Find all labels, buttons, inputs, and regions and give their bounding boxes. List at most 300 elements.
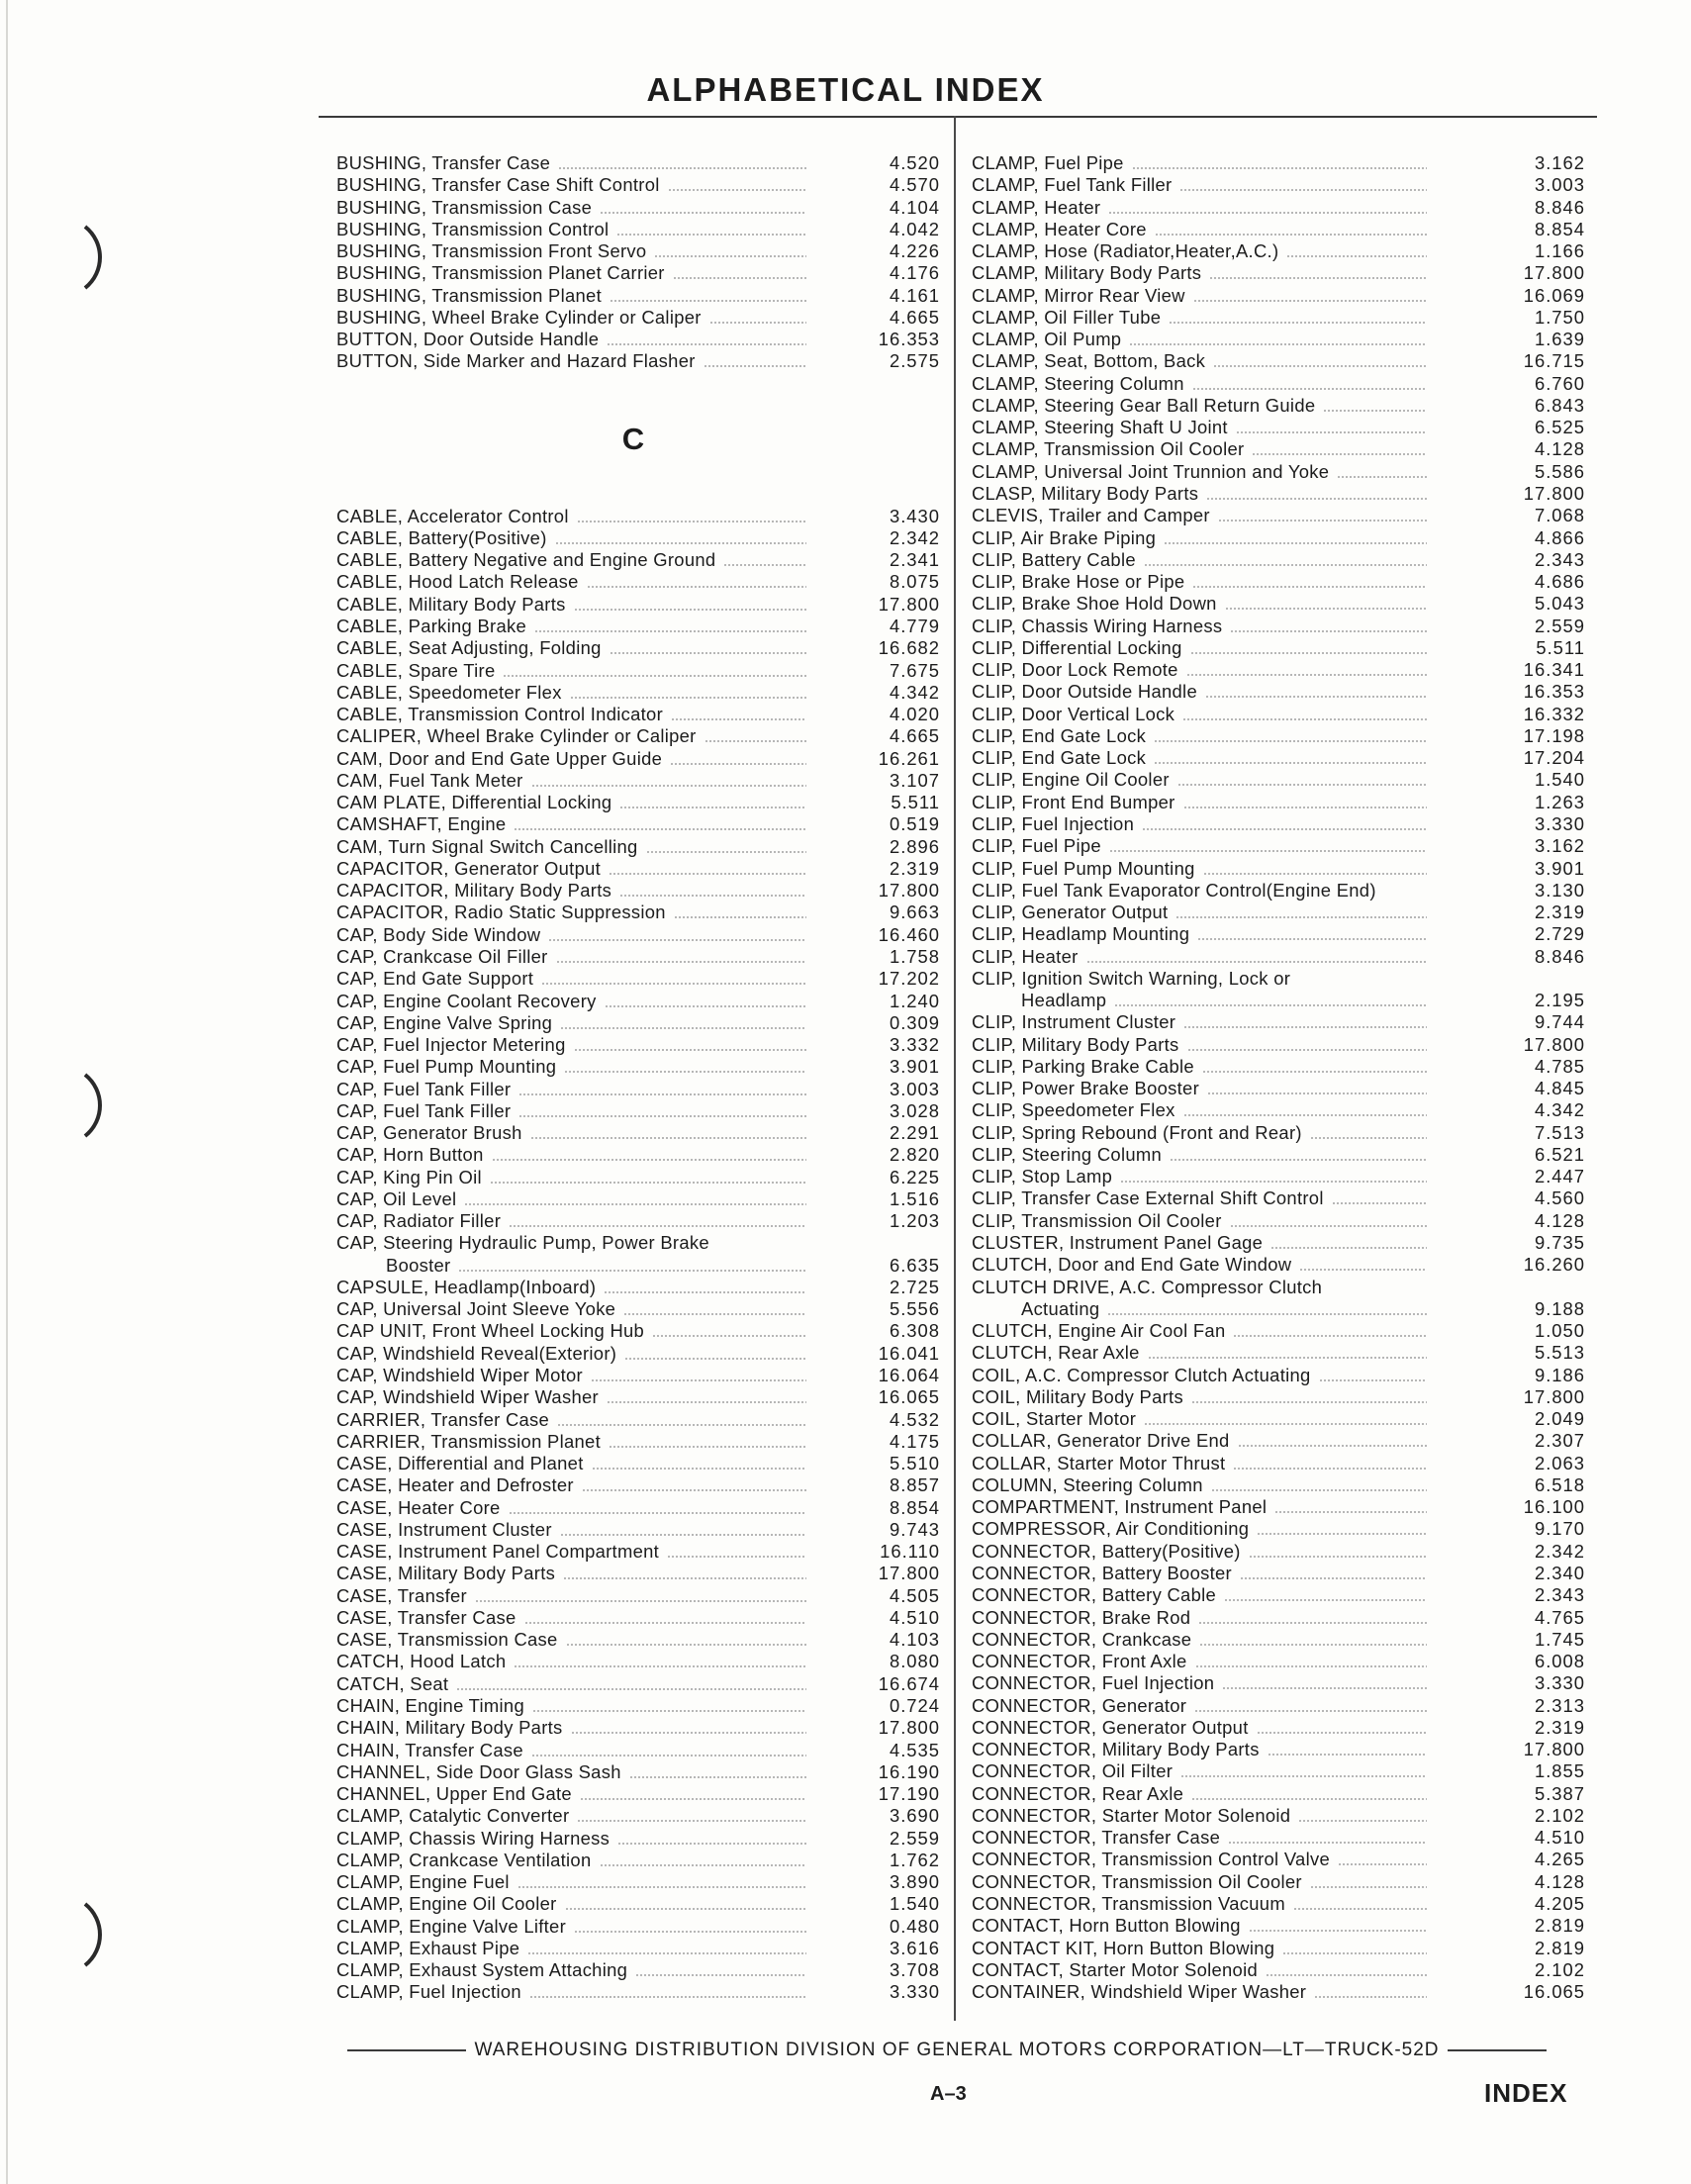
leader-dots [1298,1820,1427,1822]
entry-name: CLIP, Chassis Wiring Harness [972,615,1223,636]
entry-name: CLIP, Fuel Pump Mounting [972,857,1195,879]
entry-name: CLIP, Spring Rebound (Front and Rear) [972,1121,1302,1143]
leader-dots [564,1071,806,1073]
leader-dots [617,1843,806,1845]
entry-name: CAM PLATE, Differential Locking [336,792,612,813]
index-entry [336,1474,940,1496]
entry-name: CAM, Fuel Tank Meter [336,769,523,791]
leader-dots [527,1952,806,1954]
index-entry [972,1034,1585,1056]
entry-name: CASE, Transfer [336,1584,467,1606]
entry-reference-number: 8.080 [889,1651,940,1672]
entry-name: CASE, Transfer Case [336,1606,517,1628]
entry-reference-number: 1.540 [889,1893,940,1915]
leader-dots [1206,498,1427,500]
index-entry [336,792,940,813]
leader-dots [709,322,806,324]
entry-reference-number: 4.042 [889,218,940,239]
entry-reference-number: 2.063 [1534,1452,1585,1473]
index-entry [972,704,1585,725]
leader-dots [674,916,806,918]
index-entry [336,748,940,770]
leader-dots [1203,873,1427,875]
leader-dots [1183,1114,1427,1116]
entry-reference-number: 4.265 [1534,1849,1585,1870]
leader-dots [1191,1401,1427,1403]
entry-reference-number: 4.020 [889,704,940,725]
leader-dots [1155,234,1427,236]
leader-dots [1209,277,1427,279]
index-entry [972,1342,1585,1364]
entry-name: CLIP, Brake Shoe Hold Down [972,593,1217,615]
entry-name: CLUTCH, Engine Air Cool Fan [972,1320,1226,1342]
entry-reference-number: 1.166 [1534,240,1585,262]
entry-reference-number: 4.176 [889,262,940,284]
entry-reference-number: 5.513 [1534,1342,1585,1364]
leader-dots [629,1776,806,1778]
leader-dots [619,807,806,808]
section-letter: C [621,421,645,456]
index-entry [336,1232,940,1254]
index-entry [972,1298,1585,1320]
leader-dots [619,895,806,897]
index-entry [972,373,1585,395]
entry-name: CLIP, Steering Column [972,1143,1163,1165]
leader-dots [1230,1225,1427,1227]
index-entry [336,1717,940,1739]
leader-dots [624,1358,806,1360]
leader-dots [610,300,806,302]
entry-name: CLAMP, Chassis Wiring Harness [336,1827,611,1849]
entry-name: CLAMP, Exhaust System Attaching [336,1959,628,1981]
entry-name: CLIP, End Gate Lock [972,747,1147,769]
leader-dots [574,1049,806,1051]
index-entry [336,219,940,240]
leader-dots [558,167,806,169]
entry-name: CLIP, Door Lock Remote [972,659,1178,681]
entry-name: CONNECTOR, Battery(Positive) [972,1540,1241,1562]
entry-name: BUSHING, Transmission Case [336,196,593,218]
entry-name: COLUMN, Steering Column [972,1473,1203,1495]
entry-reference-number: 0.480 [889,1915,940,1937]
entry-name: CLIP, Speedometer Flex [972,1099,1175,1121]
entry-name: CAP, End Gate Support [336,968,534,990]
entry-reference-number: 4.205 [1534,1892,1585,1914]
entry-name: CLAMP, Engine Oil Cooler [336,1893,557,1915]
entry-reference-number: 4.570 [889,174,940,196]
leader-dots [723,564,806,566]
entry-name: CLIP, Instrument Cluster [972,1011,1176,1033]
leader-dots [577,1820,806,1822]
entry-reference-number: 4.845 [1534,1078,1585,1099]
entry-reference-number: 5.586 [1534,460,1585,482]
entry-name: CAP, Fuel Tank Filler [336,1099,512,1121]
entry-name: CONNECTOR, Fuel Injection [972,1672,1215,1694]
entry-name: COIL, Military Body Parts [972,1385,1183,1407]
index-entry [972,681,1585,703]
entry-reference-number: 9.744 [1534,1011,1585,1033]
leader-dots [514,828,806,830]
leader-dots [1108,212,1427,214]
entry-reference-number: 1.762 [889,1849,940,1870]
entry-name: CABLE, Speedometer Flex [336,681,562,703]
index-entry [972,1760,1585,1782]
leader-dots [604,1291,806,1293]
leader-dots [1144,564,1427,566]
entry-name: CLIP, Differential Locking [972,636,1182,658]
entry-reference-number: 1.758 [889,945,940,967]
entry-reference-number: 2.559 [1534,615,1585,636]
index-entry [336,1034,940,1056]
entry-reference-number: 5.511 [891,792,940,813]
leader-dots [1266,1974,1427,1976]
entry-name: CLIP, Power Brake Booster [972,1078,1200,1099]
entry-reference-number: 17.204 [1523,747,1585,769]
index-entry [972,1959,1585,1981]
leader-dots [1230,630,1427,632]
leader-dots [1332,1202,1427,1204]
entry-name: CLIP, Brake Hose or Pipe [972,571,1185,593]
leader-dots [1197,938,1427,940]
entry-name: CONNECTOR, Battery Booster [972,1563,1232,1583]
entry-reference-number: 3.107 [889,769,940,791]
entry-name: CABLE, Parking Brake [336,615,527,636]
index-entry [972,174,1585,196]
entry-name: Booster [386,1254,451,1276]
index-entry [972,1739,1585,1760]
index-entry [972,1695,1585,1717]
index-entry [336,1343,940,1365]
index-entry [336,902,940,923]
leader-dots [1228,1842,1427,1844]
index-entry [336,285,940,307]
index-entry [336,1210,940,1232]
entry-name: BUTTON, Door Outside Handle [336,329,600,350]
leader-dots [1252,453,1427,455]
footer-rule-right [1448,2049,1547,2051]
entry-reference-number: 1.516 [889,1187,940,1209]
index-entry [972,725,1585,747]
entry-reference-number: 3.690 [889,1805,940,1827]
entry-reference-number: 4.104 [889,196,940,218]
entry-reference-number: 4.686 [1534,571,1585,593]
leader-dots [570,697,806,699]
index-entry [972,1430,1585,1452]
entry-name: CAP UNIT, Front Wheel Locking Hub [336,1320,645,1342]
leader-dots [609,1446,806,1448]
leader-dots [1257,1732,1427,1734]
footer-text: WAREHOUSING DISTRIBUTION DIVISION OF GENERAL MOTORS CORPORATION—LT—TRUCK-52D [474,2040,1440,2060]
entry-reference-number: 4.226 [889,240,940,262]
index-entry [972,659,1585,681]
leader-dots [580,1798,806,1800]
index-entry [972,1166,1585,1187]
leader-dots [1268,1754,1427,1756]
entry-reference-number: 3.430 [889,505,940,526]
entry-reference-number: 4.866 [1534,526,1585,548]
leader-dots [635,1974,806,1976]
section-tag: INDEX [1484,2078,1568,2108]
index-entry [336,1519,940,1541]
index-entry [336,770,940,792]
index-entry [972,1563,1585,1584]
entry-name: CLIP, Battery Cable [972,548,1136,570]
index-entry [336,1320,940,1342]
leader-dots [1179,189,1427,191]
entry-name: BUSHING, Transmission Front Servo [336,240,647,262]
index-entry [336,1563,940,1584]
entry-reference-number: 5.511 [1536,636,1585,658]
index-entry [336,506,940,527]
index-entry [336,1607,940,1629]
entry-name: COMPRESSOR, Air Conditioning [972,1518,1250,1540]
leader-dots [557,1424,806,1426]
index-entry [336,1079,940,1100]
leader-dots [1129,343,1427,345]
entry-reference-number: 4.103 [889,1629,940,1651]
index-entry [972,549,1585,571]
leader-dots [574,609,806,611]
entry-name: CONNECTOR, Brake Rod [972,1606,1191,1628]
entry-name: COLLAR, Starter Motor Thrust [972,1452,1226,1473]
entry-reference-number: 16.341 [1523,659,1585,681]
entry-name: CAP, Windshield Wiper Washer [336,1386,599,1408]
entry-reference-number: 6.518 [1534,1473,1585,1495]
entry-name: CONNECTOR, Crankcase [972,1628,1192,1650]
leader-dots [1319,1379,1427,1381]
index-entry [336,1298,940,1320]
index-entry [972,438,1585,460]
entry-name: CLUTCH, Rear Axle [972,1342,1140,1364]
entry-name: CAPACITOR, Generator Output [336,857,602,879]
leader-dots [1154,740,1427,742]
leader-dots [1191,1798,1427,1800]
entry-reference-number: 4.161 [889,284,940,306]
entry-name: CONNECTOR, Generator Output [972,1716,1249,1738]
leader-dots [1236,431,1427,433]
entry-reference-number: 5.510 [889,1453,940,1474]
entry-reference-number: 5.043 [1534,593,1585,615]
index-entry [972,1651,1585,1672]
index-entry [972,616,1585,637]
leader-dots [1164,542,1427,544]
entry-reference-number: 2.343 [1534,1584,1585,1606]
index-entry [336,594,940,616]
index-entry [972,505,1585,526]
entry-name: CAP, Engine Valve Spring [336,1011,553,1033]
entry-name: CLIP, Transmission Oil Cooler [972,1209,1222,1231]
index-entry [972,1518,1585,1540]
leader-dots [1249,1556,1427,1558]
index-entry [972,1981,1585,2003]
entry-name: CLIP, Heater [972,945,1079,967]
entry-name: CAP, King Pin Oil [336,1166,482,1187]
leader-dots [1257,1533,1427,1535]
entry-reference-number: 9.188 [1534,1297,1585,1319]
entry-name: CAP, Universal Joint Sleeve Yoke [336,1298,616,1320]
entry-reference-number: 2.195 [1534,990,1585,1011]
entry-reference-number: 8.854 [889,1496,940,1518]
index-entry [336,1585,940,1607]
index-entry [336,1805,940,1827]
leader-dots [1270,1247,1427,1249]
entry-reference-number: 2.342 [889,526,940,548]
entry-name: CLAMP, Seat, Bottom, Back [972,350,1206,372]
index-entry [336,1386,940,1408]
index-entry [336,549,940,571]
leader-dots [1323,410,1427,412]
entry-reference-number: 4.128 [1534,1870,1585,1892]
leader-dots [1249,1930,1427,1932]
leader-dots [560,1534,806,1536]
leader-dots [1202,1071,1427,1073]
entry-name: CLUTCH DRIVE, A.C. Compressor Clutch [972,1276,1323,1297]
entry-reference-number: 4.510 [1534,1827,1585,1849]
entry-reference-number: 7.513 [1534,1121,1585,1143]
index-column-left [336,152,940,2004]
index-entry [972,1871,1585,1893]
leader-dots [563,1577,806,1579]
entry-name: CONNECTOR, Transmission Oil Cooler [972,1870,1302,1892]
entry-reference-number: 16.682 [878,637,940,659]
index-entry [972,1232,1585,1254]
entry-name: CLIP, Fuel Pipe [972,835,1101,857]
index-entry [336,1277,940,1298]
entry-reference-number: 1.855 [1534,1760,1585,1782]
index-entry [972,307,1585,329]
index-entry [972,1320,1585,1342]
leader-dots [530,1137,806,1139]
leader-dots [1148,1357,1427,1359]
leader-dots [1195,1665,1427,1667]
entry-reference-number: 2.896 [889,835,940,857]
entry-name: CAP, Fuel Tank Filler [336,1078,512,1099]
entry-reference-number: 3.330 [1534,1672,1585,1694]
entry-name: CLIP, Fuel Injection [972,812,1135,834]
leader-dots [1198,1622,1427,1624]
index-entry [336,725,940,747]
entry-name: COIL, Starter Motor [972,1408,1137,1430]
entry-reference-number: 4.779 [889,615,940,636]
leader-dots [458,1270,806,1272]
entry-reference-number: 16.260 [1523,1254,1585,1276]
entry-name: CABLE, Military Body Parts [336,593,566,615]
leader-dots [1170,1159,1427,1161]
index-entry [972,946,1585,968]
entry-name: CASE, Instrument Panel Compartment [336,1541,660,1563]
entry-reference-number: 1.203 [889,1210,940,1232]
entry-reference-number: 2.343 [1534,548,1585,570]
index-entry [972,1099,1585,1121]
entry-reference-number: 6.525 [1534,417,1585,438]
entry-name: CARRIER, Transfer Case [336,1408,550,1430]
index-entry [336,527,940,549]
entry-reference-number: 4.510 [889,1606,940,1628]
index-entry [336,1828,940,1850]
entry-name: CLUTCH, Door and End Gate Window [972,1254,1292,1276]
entry-name: CLIP, Engine Oil Cooler [972,769,1170,791]
entry-reference-number: 2.102 [1534,1958,1585,1980]
entry-name: CLIP, Transfer Case External Shift Control [972,1187,1324,1209]
entry-name: CABLE, Accelerator Control [336,505,569,526]
index-entry [972,1078,1585,1099]
leader-dots [1274,1511,1427,1513]
entry-reference-number: 16.065 [878,1386,940,1408]
leader-dots [1186,674,1427,676]
leader-dots [705,740,806,742]
leader-dots [1175,916,1427,918]
leader-dots [1233,1335,1427,1337]
entry-reference-number: 3.616 [889,1937,940,1958]
entry-name: CAP, Crankcase Oil Filler [336,945,548,967]
entry-name: CLAMP, Crankcase Ventilation [336,1849,592,1870]
index-entry [972,792,1585,813]
leader-dots [646,851,806,853]
entry-name: CAP, Fuel Injector Metering [336,1034,566,1056]
entry-name: CAP, Horn Button [336,1144,484,1166]
entry-name: BUSHING, Transmission Planet Carrier [336,262,665,284]
entry-reference-number: 4.665 [889,306,940,328]
entry-reference-number: 2.319 [889,857,940,879]
entry-name: CAMSHAFT, Engine [336,813,507,835]
index-entry [336,1144,940,1166]
page-title: ALPHABETICAL INDEX [646,71,1045,108]
binder-hole-mark [79,1071,109,1140]
entry-reference-number: 8.846 [1534,945,1585,967]
leader-dots [514,1665,806,1667]
entry-name: CAP, Windshield Wiper Motor [336,1365,583,1386]
entry-reference-number: 0.724 [889,1695,940,1716]
entry-name: CHAIN, Military Body Parts [336,1717,563,1739]
entry-reference-number: 4.765 [1534,1606,1585,1628]
entry-name: CASE, Heater and Defroster [336,1474,574,1496]
entry-reference-number: 16.353 [1523,681,1585,703]
index-entry [972,880,1585,902]
index-entry [336,1740,940,1761]
entry-reference-number: 9.743 [889,1518,940,1540]
leader-dots [673,277,806,279]
entry-name: Headlamp [1021,990,1107,1011]
entry-reference-number: 2.559 [889,1827,940,1849]
index-entry [336,1959,940,1981]
entry-reference-number: 0.309 [889,1011,940,1033]
leader-dots [600,1864,806,1866]
entry-reference-number: 17.800 [1523,1739,1585,1760]
leader-dots [582,1489,806,1491]
entry-reference-number: 1.540 [1534,769,1585,791]
leader-dots [492,1159,806,1161]
leader-dots [1107,1313,1427,1315]
entry-reference-number: 17.800 [1523,1385,1585,1407]
entry-reference-number: 5.387 [1534,1782,1585,1804]
entry-reference-number: 2.319 [1534,1716,1585,1738]
leader-dots [574,1931,806,1933]
index-entry [336,991,940,1012]
entry-reference-number: 4.505 [889,1584,940,1606]
entry-reference-number: 1.240 [889,990,940,1011]
entry-reference-number: 6.760 [1534,372,1585,394]
entry-reference-number: 17.800 [878,593,940,615]
entry-name: CLAMP, Universal Joint Trunnion and Yoke [972,460,1330,482]
index-entry [336,1167,940,1188]
entry-name: CLIP, Stop Lamp [972,1166,1113,1187]
index-entry [972,1011,1585,1033]
index-entry [336,1255,940,1277]
entry-name: CASE, Transmission Case [336,1629,558,1651]
index-entry [972,1056,1585,1078]
entry-name: BUSHING, Wheel Brake Cylinder or Caliper [336,306,702,328]
index-entry [972,240,1585,262]
